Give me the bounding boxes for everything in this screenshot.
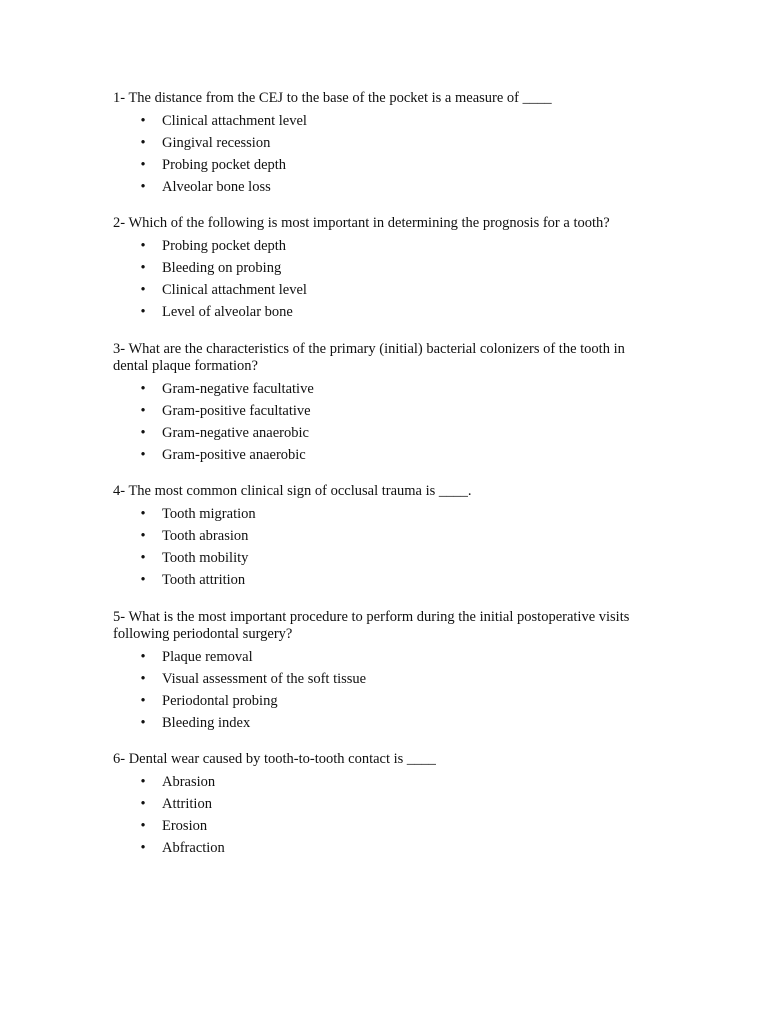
question-stem: 2- Which of the following is most important in determining the prognosis for a tooth? xyxy=(113,215,610,232)
answer-option xyxy=(113,647,658,669)
answer-options xyxy=(113,647,658,736)
answer-option xyxy=(113,236,658,258)
question-stem: 6- Dental wear caused by tooth-to-tooth contact is ____ xyxy=(113,751,436,768)
bullet-icon: • xyxy=(140,179,146,196)
answer-option-label: Abfraction xyxy=(162,840,225,857)
answer-option-label: Gram-negative facultative xyxy=(162,380,314,397)
answer-option xyxy=(113,155,658,177)
answer-option xyxy=(113,816,658,838)
bullet-icon: • xyxy=(140,840,146,857)
answer-option xyxy=(113,302,658,324)
bullet-icon: • xyxy=(140,572,146,589)
answer-option xyxy=(113,713,658,735)
question-stem: 4- The most common clinical sign of occlusal trauma is ____. xyxy=(113,483,472,500)
answer-option-label: Tooth attrition xyxy=(162,572,246,589)
question-3 xyxy=(113,341,658,468)
answer-option-label: Probing pocket depth xyxy=(162,156,287,173)
answer-option-label: Probing pocket depth xyxy=(162,237,287,254)
answer-option xyxy=(113,504,658,526)
bullet-icon: • xyxy=(140,380,146,397)
answer-option-label: Visual assessment of the soft tissue xyxy=(162,670,367,687)
answer-options xyxy=(113,379,658,468)
bullet-icon: • xyxy=(140,304,146,321)
bullet-icon: • xyxy=(140,402,146,419)
answer-option-label: Clinical attachment level xyxy=(162,282,307,299)
bullet-icon: • xyxy=(140,424,146,441)
question-list xyxy=(113,90,658,861)
bullet-icon: • xyxy=(140,447,146,464)
answer-option-label: Gram-positive anaerobic xyxy=(162,447,306,464)
answer-option xyxy=(113,548,658,570)
bullet-icon: • xyxy=(140,648,146,665)
bullet-icon: • xyxy=(140,773,146,790)
answer-option-label: Abrasion xyxy=(162,773,216,790)
answer-option-label: Gram-positive facultative xyxy=(162,402,311,419)
bullet-icon: • xyxy=(140,505,146,522)
answer-option xyxy=(113,401,658,423)
question-6 xyxy=(113,751,658,860)
answer-options xyxy=(113,772,658,861)
answer-option xyxy=(113,838,658,860)
answer-option-label: Level of alveolar bone xyxy=(162,304,293,321)
answer-option-label: Clinical attachment level xyxy=(162,112,307,129)
answer-option-label: Attrition xyxy=(162,795,212,812)
answer-options xyxy=(113,111,658,200)
answer-option xyxy=(113,669,658,691)
bullet-icon: • xyxy=(140,670,146,687)
answer-options xyxy=(113,236,658,325)
answer-option-label: Gingival recession xyxy=(162,134,271,151)
answer-option xyxy=(113,423,658,445)
answer-option xyxy=(113,133,658,155)
answer-option xyxy=(113,445,658,467)
answer-option-label: Tooth migration xyxy=(162,505,256,522)
answer-option xyxy=(113,111,658,133)
question-stem: 5- What is the most important procedure to perform during the initial postoperative visits following periodontal surgery? xyxy=(113,608,630,642)
bullet-icon: • xyxy=(140,134,146,151)
bullet-icon: • xyxy=(140,527,146,544)
answer-option xyxy=(113,379,658,401)
answer-option-label: Alveolar bone loss xyxy=(162,179,271,196)
answer-option-label: Tooth abrasion xyxy=(162,527,249,544)
question-stem: 1- The distance from the CEJ to the base of the pocket is a measure of ____ xyxy=(113,90,552,106)
question-stem: 3- What are the characteristics of the primary (initial) bacterial colonizers of the tooth in dental plaque formation? xyxy=(113,340,625,374)
answer-option-label: Gram-negative anaerobic xyxy=(162,424,309,441)
answer-option-label: Bleeding on probing xyxy=(162,259,282,276)
bullet-icon: • xyxy=(140,282,146,299)
answer-option xyxy=(113,570,658,592)
bullet-icon: • xyxy=(140,715,146,732)
answer-option xyxy=(113,526,658,548)
answer-option xyxy=(113,258,658,280)
answer-options xyxy=(113,504,658,593)
answer-option-label: Bleeding index xyxy=(162,715,251,732)
question-5 xyxy=(113,609,658,736)
answer-option-label: Tooth mobility xyxy=(162,550,249,567)
question-1 xyxy=(113,90,658,199)
bullet-icon: • xyxy=(140,692,146,709)
question-2 xyxy=(113,215,658,324)
answer-option xyxy=(113,794,658,816)
answer-option xyxy=(113,280,658,302)
bullet-icon: • xyxy=(140,550,146,567)
answer-option xyxy=(113,177,658,199)
bullet-icon: • xyxy=(140,795,146,812)
bullet-icon: • xyxy=(140,818,146,835)
answer-option xyxy=(113,691,658,713)
bullet-icon: • xyxy=(140,237,146,254)
bullet-icon: • xyxy=(140,259,146,276)
answer-option xyxy=(113,772,658,794)
answer-option-label: Periodontal probing xyxy=(162,692,278,709)
answer-option-label: Erosion xyxy=(162,818,208,835)
bullet-icon: • xyxy=(140,156,146,173)
bullet-icon: • xyxy=(140,112,146,129)
question-4 xyxy=(113,483,658,592)
answer-option-label: Plaque removal xyxy=(162,648,253,665)
